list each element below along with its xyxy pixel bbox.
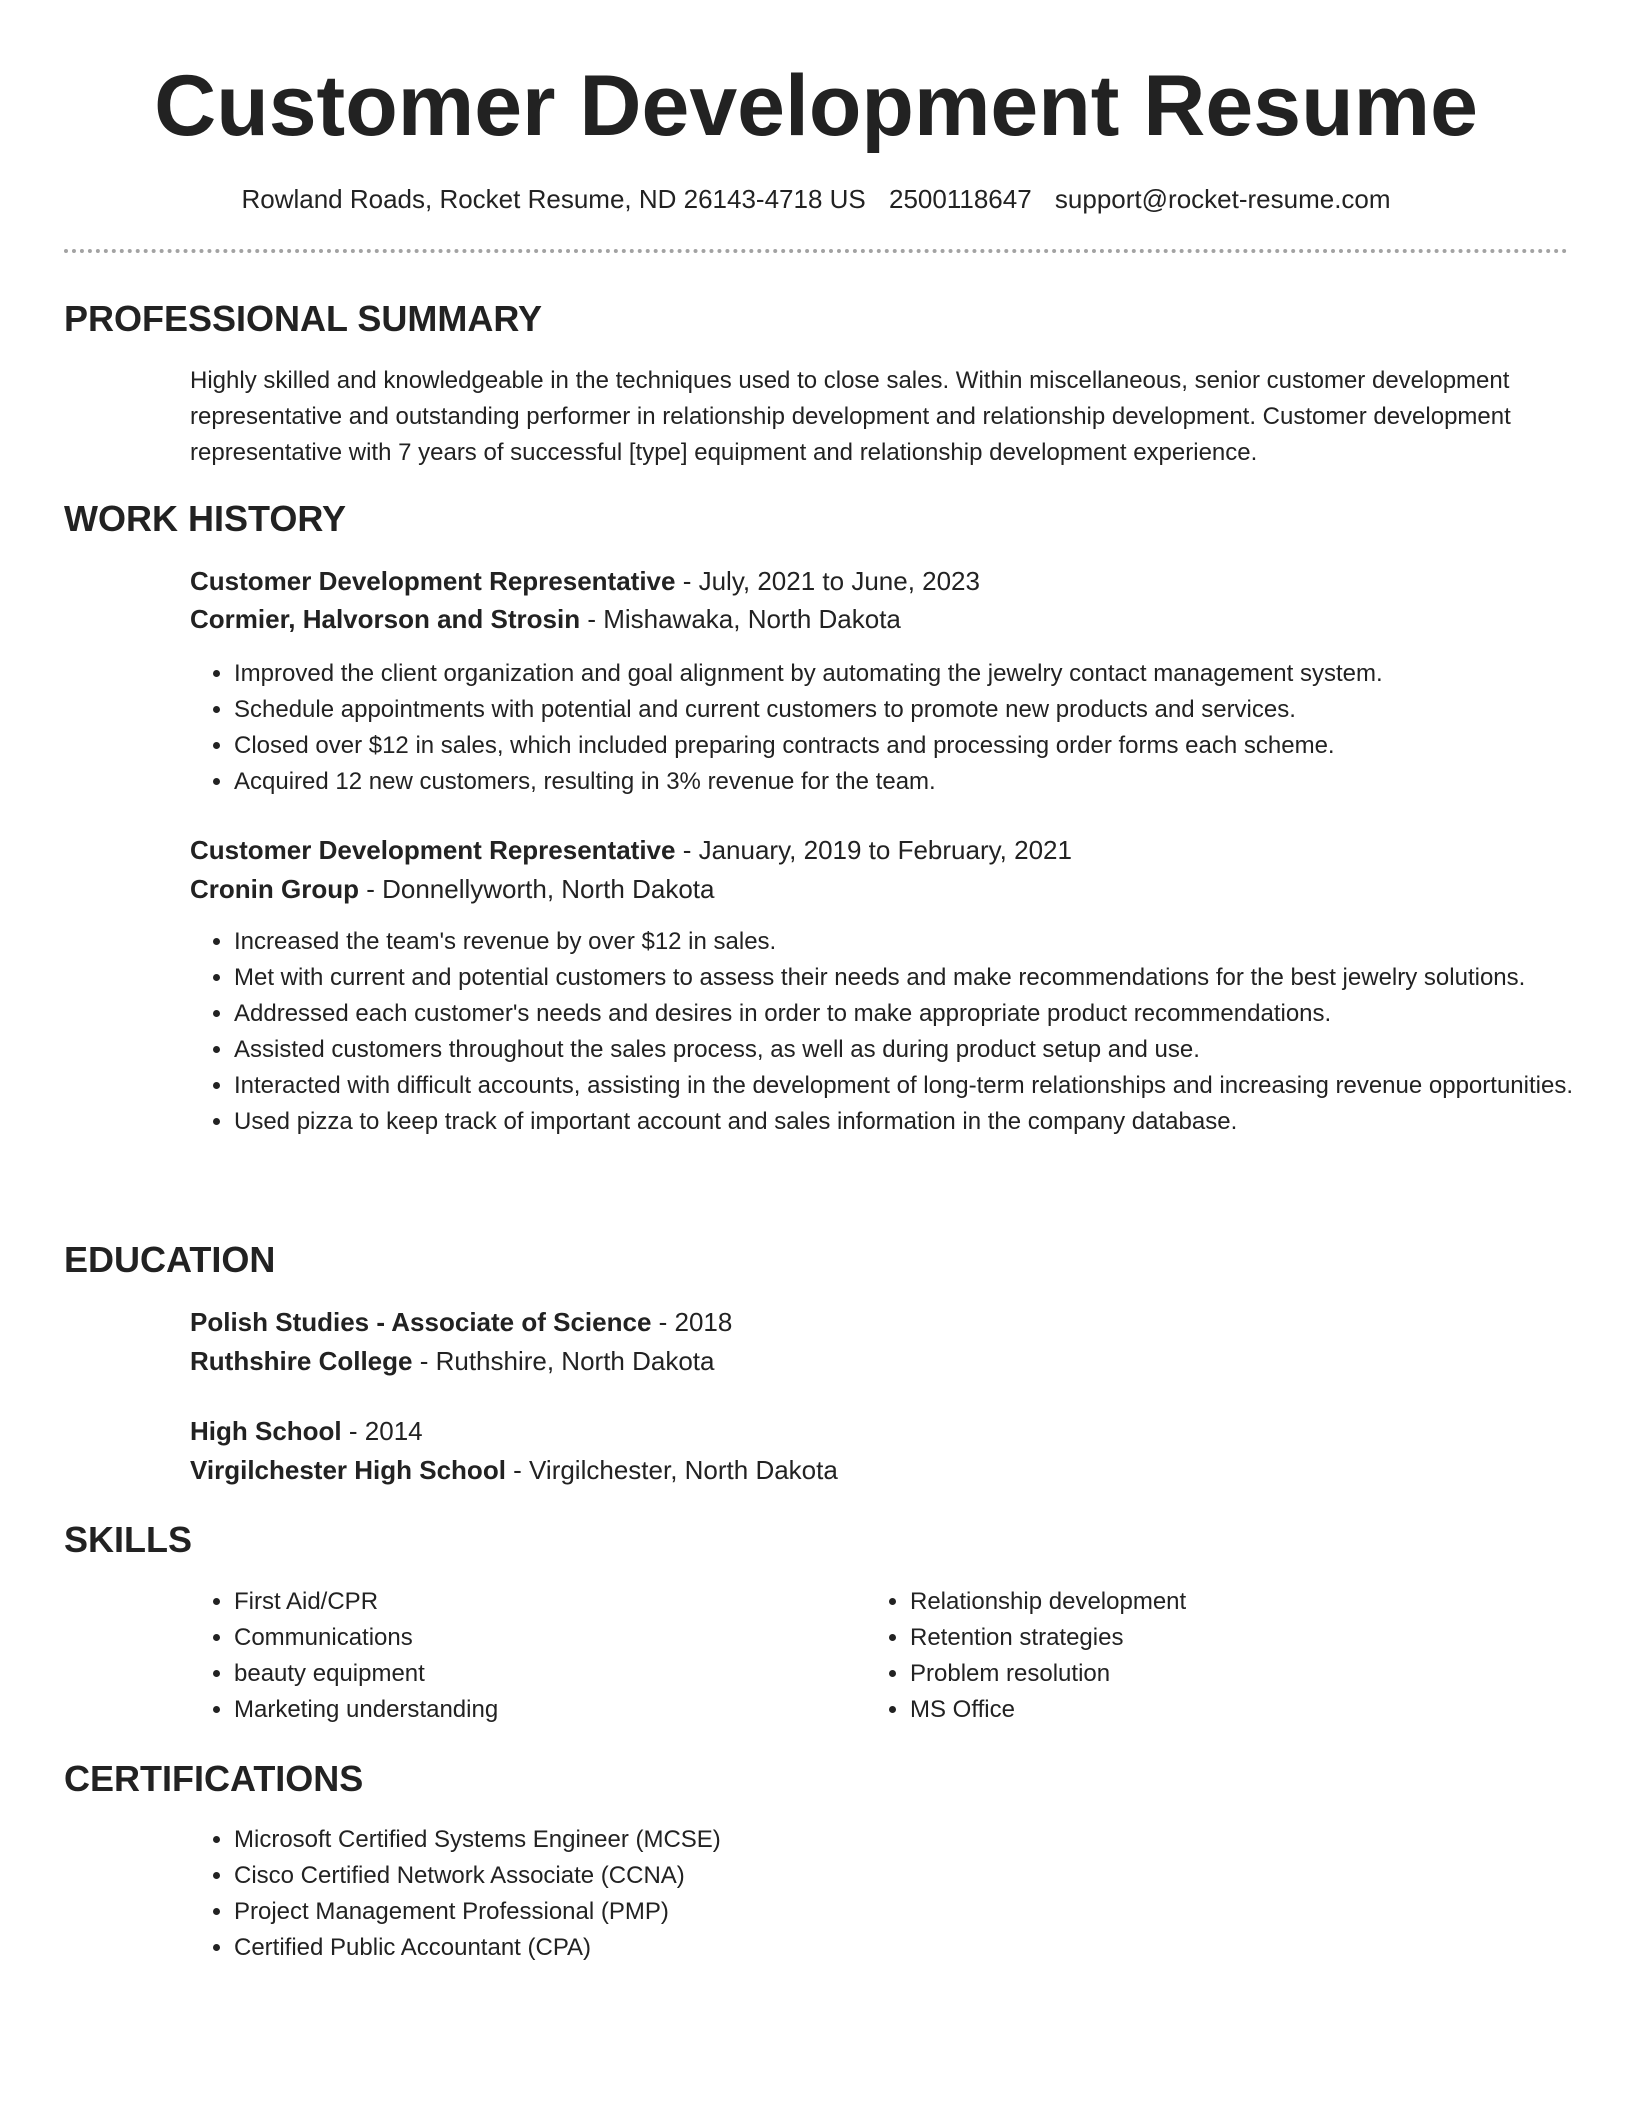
list-item: • Marketing understanding (234, 1692, 854, 1728)
list-item: • Cisco Certified Network Associate (CCNA) (234, 1858, 1574, 1894)
list-item: • Increased the team's revenue by over $12 in sales. (234, 924, 1574, 960)
certifications-title: CERTIFICATIONS (64, 1758, 364, 1799)
edu-1-school-line (190, 1343, 715, 1379)
edu-2-year: - 2014 (341, 1416, 423, 1446)
summary-text: Highly skilled and knowledgeable in the techniques used to close sales. Within miscellaneous, senior customer development representative and outstanding performer in relationship development and relationship development. Customer development representative with 7 years of successful [type] equipment and relationship development experience. (190, 367, 1511, 466)
education-title: EDUCATION (64, 1239, 276, 1280)
list-item: • Schedule appointments with potential and current customers to promote new products and services. (234, 692, 1574, 728)
job-2-location: - Donnellyworth, North Dakota (358, 874, 715, 904)
contact-email: support@rocket-resume.com (1054, 184, 1391, 214)
edu-2-degree: High School (190, 1416, 342, 1446)
job-2-position: Customer Development Representative (190, 835, 676, 865)
list-item: • Acquired 12 new customers, resulting in 3% revenue for the team. (234, 764, 1574, 800)
certifications-list (190, 1822, 1574, 1966)
list-item: • Communications (234, 1620, 854, 1656)
list-item: • MS Office (910, 1692, 1530, 1728)
list-item: • Certified Public Accountant (CPA) (234, 1930, 1574, 1966)
contact-address: Rowland Roads, Rocket Resume, ND 26143-4718 US (241, 184, 866, 214)
edu-1-heading (190, 1304, 732, 1340)
list-item: • Relationship development (910, 1584, 1530, 1620)
list-item: • Closed over $12 in sales, which included preparing contracts and processing order forms each scheme. (234, 728, 1574, 764)
job-2-company: Cronin Group (190, 874, 359, 904)
list-item: • beauty equipment (234, 1656, 854, 1692)
list-item: • Used pizza to keep track of important account and sales information in the company database. (234, 1104, 1574, 1140)
work-title: WORK HISTORY (64, 498, 347, 539)
job-2-employer (190, 871, 714, 907)
list-item: • Met with current and potential customers to assess their needs and make recommendations for the best jewelry solutions. (234, 960, 1574, 996)
list-item: • Project Management Professional (PMP) (234, 1894, 1574, 1930)
summary-title: PROFESSIONAL SUMMARY (64, 298, 543, 339)
list-item: • Assisted customers throughout the sales process, as well as during product setup and use. (234, 1032, 1574, 1068)
skills-list-left (190, 1584, 854, 1728)
skills-list-right (866, 1584, 1530, 1728)
edu-1-degree: Polish Studies - Associate of Science (190, 1307, 652, 1337)
job-1-employer (190, 601, 901, 637)
job-1-company: Cormier, Halvorson and Strosin (190, 604, 581, 634)
resume-name: Customer Development Resume (154, 58, 1478, 154)
job-1-dates: - July, 2021 to June, 2023 (675, 566, 980, 596)
contact-line (0, 182, 1632, 216)
job-2-dates: - January, 2019 to February, 2021 (675, 835, 1072, 865)
job-1-position: Customer Development Representative (190, 566, 676, 596)
job-2-heading (190, 832, 1072, 868)
edu-2-school: Virgilchester High School (190, 1455, 506, 1485)
skills-title: SKILLS (64, 1519, 193, 1560)
list-item: • Interacted with difficult accounts, assisting in the development of long-term relationships and increasing revenue opportunities. (234, 1068, 1574, 1104)
list-item: • Problem resolution (910, 1656, 1530, 1692)
edu-1-school: Ruthshire College (190, 1346, 413, 1376)
list-item: • Microsoft Certified Systems Engineer (MCSE) (234, 1822, 1574, 1858)
header-divider (64, 249, 1568, 253)
edu-2-location: - Virgilchester, North Dakota (505, 1455, 838, 1485)
edu-1-year: - 2018 (651, 1307, 733, 1337)
job-2-bullets (190, 924, 1574, 1140)
list-item: • Addressed each customer's needs and desires in order to make appropriate product recommendations. (234, 996, 1574, 1032)
list-item: • Retention strategies (910, 1620, 1530, 1656)
job-1-bullets (190, 656, 1574, 800)
list-item: • First Aid/CPR (234, 1584, 854, 1620)
list-item: • Improved the client organization and goal alignment by automating the jewelry contact management system. (234, 656, 1574, 692)
edu-1-location: - Ruthshire, North Dakota (412, 1346, 715, 1376)
contact-phone: 2500118647 (889, 184, 1032, 214)
job-1-location: - Mishawaka, North Dakota (580, 604, 901, 634)
job-1-heading (190, 563, 980, 599)
edu-2-school-line (190, 1452, 838, 1488)
edu-2-heading (190, 1413, 423, 1449)
